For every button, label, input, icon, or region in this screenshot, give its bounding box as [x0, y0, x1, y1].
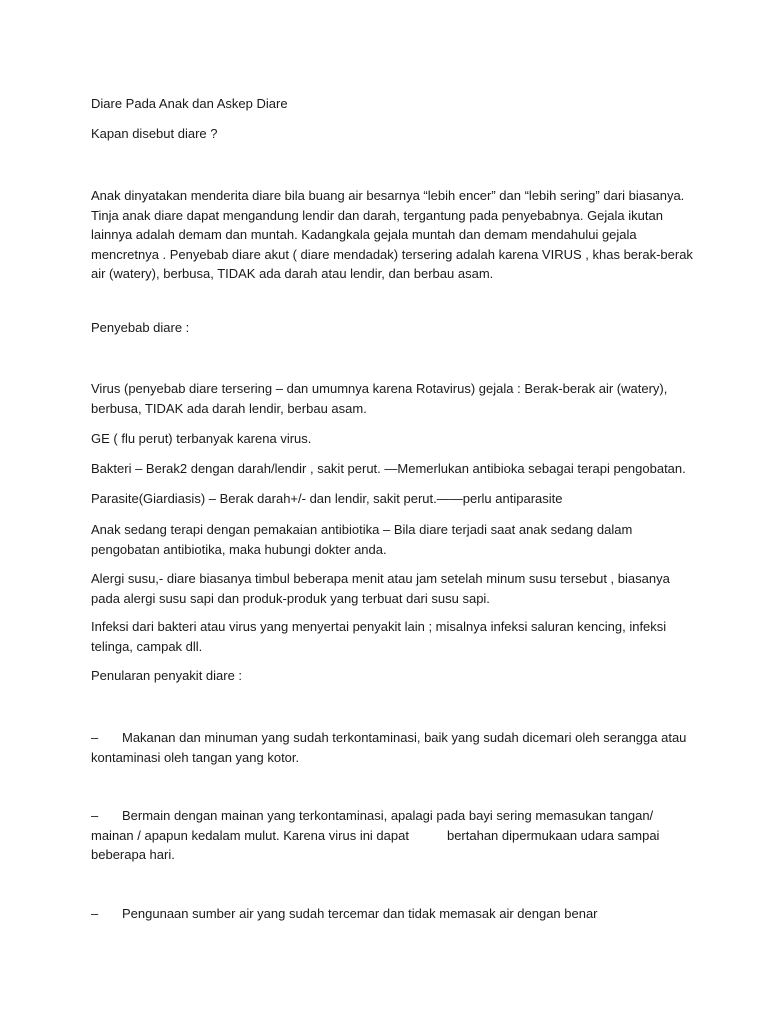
paragraph-line: pengobatan antibiotika, maka hubungi dokter anda.	[91, 541, 387, 557]
transmission-item	[91, 728, 691, 767]
paragraph-line: Alergi susu,- diare biasanya timbul beberapa menit atau jam setelah minum susu tersebut , biasanya	[91, 571, 670, 586]
cause-alergi	[91, 569, 691, 608]
cause-antibiotika	[91, 520, 691, 559]
paragraph-line: Infeksi dari bakteri atau virus yang menyertai penyakit lain ; misalnya infeksi saluran kencing, infeksi	[91, 619, 667, 634]
paragraph-line: Tinja anak diare dapat mengandung lendir dan darah, tergantung pada penyebabnya. Gejala ikutan	[91, 207, 663, 223]
dash-bullet: –	[91, 808, 99, 823]
question-line: Kapan disebut diare ?	[91, 126, 218, 141]
paragraph-line: bertahan dipermukaan udara sampai	[446, 827, 660, 843]
paragraph-line: air (watery), berbusa, TIDAK ada darah atau lendir, dan berbau asam.	[91, 266, 494, 281]
paragraph-line: Bakteri – Berak2 dengan darah/lendir , sakit perut. —Memerlukan antibioka sebagai terapi pengobatan.	[91, 461, 686, 476]
paragraph-line: Virus (penyebab diare tersering – dan umumnya karena Rotavirus) gejala : Berak-berak air (watery),	[91, 381, 668, 396]
paragraph-line: Makanan dan minuman yang sudah terkontaminasi, baik yang sudah dicemari oleh serangga atau	[122, 730, 687, 745]
paragraph-line: telinga, campak dll.	[91, 638, 203, 654]
intro-paragraph	[91, 186, 691, 284]
transmission-item	[91, 904, 691, 924]
cause-ge	[91, 429, 691, 449]
transmission-item	[91, 806, 691, 865]
paragraph-line: GE ( flu perut) terbanyak karena virus.	[91, 431, 312, 446]
cause-bakteri	[91, 459, 691, 479]
paragraph-line: mainan / apapun kedalam mulut. Karena virus ini dapat	[91, 827, 409, 843]
document-title: Diare Pada Anak dan Askep Diare	[91, 96, 288, 111]
paragraph-line: Bermain dengan mainan yang terkontaminasi, apalagi pada bayi sering memasukan tangan/	[122, 808, 654, 823]
cause-infeksi	[91, 617, 691, 656]
paragraph-line: beberapa hari.	[91, 847, 175, 862]
paragraph-line: Parasite(Giardiasis) – Berak darah+/- dan lendir, sakit perut.——perlu antiparasite	[91, 491, 563, 506]
transmission-heading: Penularan penyakit diare :	[91, 668, 243, 683]
causes-heading: Penyebab diare :	[91, 320, 190, 335]
paragraph-line: lainnya adalah demam dan muntah. Kadangkala gejala muntah dan demam mendahului gejala	[91, 227, 637, 242]
paragraph-line: Anak dinyatakan menderita diare bila buang air besarnya “lebih encer” dan “lebih sering” dari biasanya.	[91, 188, 685, 203]
dash-bullet: –	[91, 906, 99, 921]
paragraph-line: Anak sedang terapi dengan pemakaian antibiotika – Bila diare terjadi saat anak sedang dalam	[91, 522, 633, 537]
cause-virus	[91, 379, 691, 418]
paragraph-line: berbusa, TIDAK ada darah lendir, berbau asam.	[91, 400, 367, 416]
paragraph-line: pada alergi susu sapi dan produk-produk yang terbuat dari susu sapi.	[91, 590, 490, 606]
dash-bullet: –	[91, 730, 99, 745]
cause-parasite	[91, 489, 691, 509]
paragraph-line: Pengunaan sumber air yang sudah tercemar dan tidak memasak air dengan benar	[122, 906, 598, 921]
paragraph-line: mencretnya . Penyebab diare akut ( diare mendadak) tersering adalah karena VIRUS , khas berak-berak	[91, 246, 693, 262]
paragraph-line: kontaminasi oleh tangan yang kotor.	[91, 749, 300, 765]
